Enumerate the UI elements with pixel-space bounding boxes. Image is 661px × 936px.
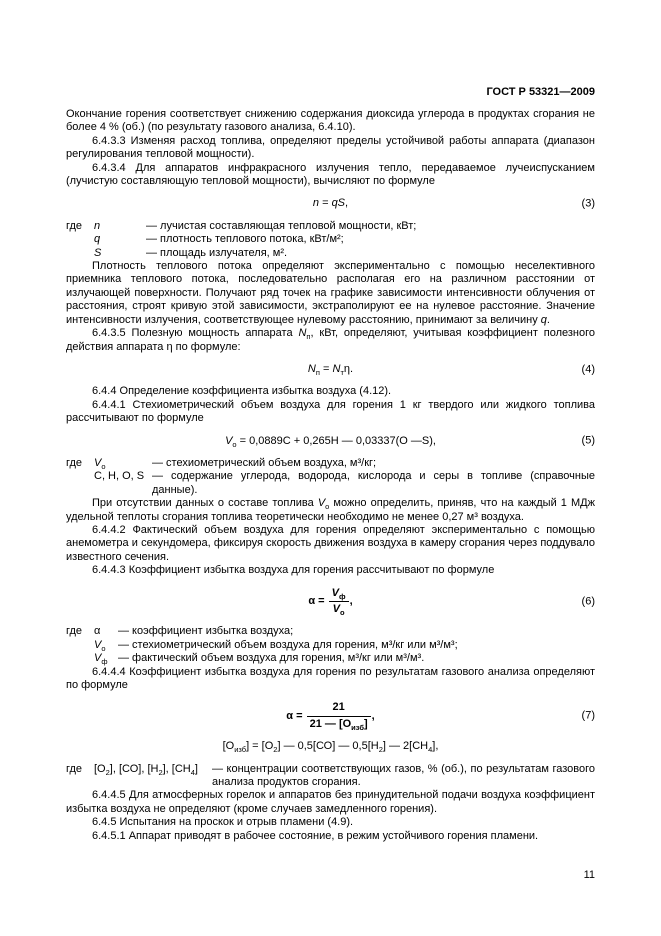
definition-term: $V_о$ <box>94 456 106 472</box>
definition-description: — лучистая составляющая тепловой мощности, кВт; <box>146 219 417 232</box>
formula-3 <box>66 197 595 210</box>
definition-description: — содержание углерода, водорода, кислорода и серы в топливе (справочные данные). <box>152 470 595 496</box>
paragraph-heat-flux: Плотность теплового потока определяют экспериментально с помощью неселективного приемника теплового потока, последовательно располагая его на различном расстоянии от излучающей поверхности. Получают ряд точек на графике зависимости интенсивности облучения от расстояния, строят кривую этой зависимости, экстраполируют ее на нулевое расстояние. Значение интенсивности излучения, соответствующее нулевому расстоянию, принимают за величину q. <box>66 260 595 326</box>
clause-6-4-4-4: 6.4.4.4 Коэффициент избытка воздуха для горения по результатам газового анализа определяют по формуле <box>66 665 595 692</box>
clause-6-4-5-1: 6.4.5.1 Аппарат приводят в рабочее состояние, в режим устойчивого горения пламени. <box>92 829 539 842</box>
formula-expression <box>286 701 375 733</box>
definition-list <box>66 625 595 665</box>
clause-6-4-4-2: 6.4.4.2 Фактический объем воздуха для горения определяют экспериментально с помощью анемометра и секундомера, фиксируя скорость движения воздуха в камеру сгорания через поддувало известного сечения. <box>66 523 595 563</box>
definition-term: α <box>94 625 101 638</box>
formula-expression: n = qS, <box>312 197 349 210</box>
formula-tail: , <box>371 710 375 723</box>
clause-6-4-4: 6.4.4 Определение коэффициента избытка воздуха (4.12). <box>92 385 392 398</box>
definition-description: — концентрации соответствующих газов, % (об.), по результатам газового анализа продуктов сгорания. <box>212 762 595 789</box>
paragraph-opening: Окончание горения соответствует снижению содержания диоксида углерода в продуктах сгорания не более 4 % (об.) (по результату газового анализа, 6.4.10). <box>66 108 595 134</box>
definition-description: — стехиометрический объем воздуха для горения, м³/кг или м³/м³; <box>118 638 458 651</box>
formula-4 <box>66 363 595 376</box>
clause-6-4-3-5: 6.4.3.5 Полезную мощность аппарата $N_п$, кВт, определяют, учитывая коэффициент полезного действия аппарата η по формуле: <box>66 327 595 353</box>
definition-term: q <box>94 233 101 246</box>
formula-tail: , <box>349 595 353 608</box>
formula-lhs: α = <box>286 710 306 723</box>
definition-list <box>66 220 595 260</box>
formula-number: (3) <box>581 197 595 210</box>
fraction <box>329 587 349 617</box>
definition-description: — площадь излучателя, м². <box>146 246 288 259</box>
fraction-numerator: $V_ф$ <box>329 587 349 602</box>
definition-term: $V_ф$ <box>94 652 108 667</box>
definition-description: — плотность теплового потока, кВт/м²; <box>146 233 344 246</box>
definition-lead: где <box>66 219 83 232</box>
formula-6 <box>66 587 595 617</box>
formula-lhs: α = <box>308 595 328 608</box>
fraction-denominator: 21 — $[О_{изб}]$ <box>309 717 368 733</box>
definition-description: — коэффициент избытка воздуха; <box>118 625 294 638</box>
definition-description: — фактический объем воздуха для горения, м³/кг или м³/м³. <box>118 652 425 665</box>
formula-number: (4) <box>581 362 595 375</box>
formula-number: (5) <box>581 434 595 447</box>
definition-row <box>66 470 595 497</box>
definition-lead: где <box>66 625 83 638</box>
definition-description: — стехиометрический объем воздуха, м³/кг; <box>152 456 377 469</box>
paragraph-no-fuel-data: При отсутствии данных о составе топлива $V_о$ можно определить, приняв, что на каждый 1 МДж удельной теплоты сгорания топлива теоретически необходимо не менее 0,27 м³ воздуха. <box>66 497 595 523</box>
definition-row <box>66 763 595 790</box>
definition-row <box>66 233 595 246</box>
definition-term: $[О_2]$, [СО], $[Н_2]$, $[СН_4]$ <box>94 762 198 777</box>
definition-term: n <box>94 219 101 232</box>
doc-number: ГОСТ Р 53321—2009 <box>486 86 595 98</box>
definition-term: $V_о$ <box>94 638 106 653</box>
definition-row <box>66 457 595 470</box>
definition-row <box>66 247 595 260</box>
clause-6-4-4-5: 6.4.4.5 Для атмосферных горелок и аппаратов без принудительной подачи воздуха коэффициент избытка воздуха не определяют (кроме случаев замедленного горения). <box>66 789 595 815</box>
fraction-numerator: 21 <box>307 701 371 716</box>
definition-row <box>66 220 595 233</box>
page-number: 11 <box>583 869 595 881</box>
definition-list <box>66 763 595 790</box>
formula-number: (6) <box>581 594 595 607</box>
clause-6-4-3-4: 6.4.3.4 Для аппаратов инфракрасного излучения тепло, передаваемое лучеиспусканием (лучистую составляющую тепловой мощности), вычисляют по формуле <box>66 161 595 188</box>
definition-row <box>66 639 595 652</box>
formula-number: (7) <box>581 709 595 722</box>
formula-expression <box>308 586 353 618</box>
formula-5 <box>66 435 595 448</box>
clause-6-4-4-1: 6.4.4.1 Стехиометрический объем воздуха для горения 1 кг твердого или жидкого топлива рассчитывают по формуле <box>66 398 595 425</box>
definition-row <box>66 652 595 665</box>
definition-term: S <box>94 246 102 259</box>
clause-6-4-5: 6.4.5 Испытания на проскок и отрыв пламени (4.9). <box>92 816 354 829</box>
fraction-denominator: $V_о$ <box>332 603 345 618</box>
definition-lead: где <box>66 456 83 469</box>
clause-6-4-4-3: 6.4.4.3 Коэффициент избытка воздуха для горения рассчитывают по формуле <box>92 564 495 577</box>
page-body <box>66 108 595 843</box>
definition-term: С, Н, О, S <box>94 470 145 483</box>
formula-7 <box>66 701 595 731</box>
clause-6-4-3-3: 6.4.3.3 Изменяя расход топлива, определяют пределы устойчивой работы аппарата (диапазон регулирования тепловой мощности). <box>66 134 595 161</box>
definition-lead: где <box>66 762 83 775</box>
definition-row <box>66 625 595 638</box>
formula-expression: $V_о = 0,0889С + 0,265Н$ — 0,03337(О —S), <box>225 434 436 449</box>
formula-expression: $N_п = N_т\eta$. <box>307 362 354 378</box>
definition-list <box>66 457 595 497</box>
formula-expression: $[О_{изб}] = [О_2]$ — 0,5[СО] — $0,5[Н_2]$ — $2[СН_4]$, <box>222 740 439 755</box>
fraction <box>307 701 371 731</box>
equation-oxygen-excess <box>66 740 595 753</box>
